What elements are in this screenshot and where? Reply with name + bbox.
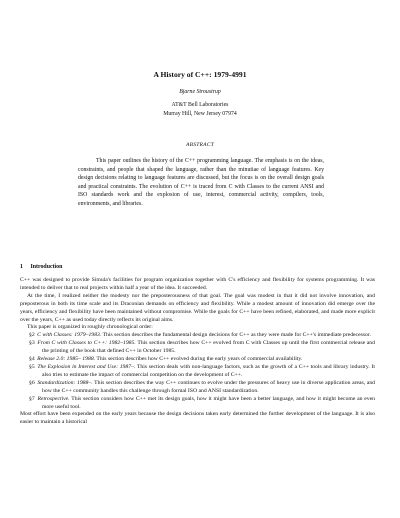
outline-item bbox=[20, 356, 375, 364]
outline-item bbox=[20, 340, 375, 356]
paper-title: A History of C++: 1979-4991 bbox=[153, 70, 247, 79]
author-affiliation bbox=[0, 101, 400, 118]
outline-item-title: From C with Classes to C++: 1982–1985. bbox=[37, 340, 136, 347]
affiliation-line: AT&T Bell Laboratories bbox=[171, 102, 229, 108]
section-ref: §2 bbox=[29, 332, 35, 339]
body-paragraph: This paper is organized in roughly chronological order: bbox=[27, 324, 153, 331]
affiliation-line: Murray Hill, New Jersey 07974 bbox=[163, 110, 237, 117]
outline-item bbox=[20, 364, 375, 380]
outline-item-title: C with Classes: 1979–1983. bbox=[37, 332, 102, 339]
body-paragraph: C++ was designed to provide Simula's facilities for program organization together with C's efficiency and flexibility for systems programming. It was intended to deliver that to real projects within half a year of the idea. It succeeded. bbox=[20, 277, 375, 291]
body-paragraph: At the time, I realized neither the modesty nor the preposterousness of that goal. The goal was modest in that it did not involve innovation, and preposterous in both its time scale and its Draconian demands on efficiency and flexibility. While a modest amount of innovation did emerge over the years, efficiency and flexibility have been maintained without compromise. While the goals for C++ have been refined, elaborated, and made more explicit over the years, C++ as used today directly reflects its original aims. bbox=[20, 292, 375, 323]
outline-item-title: The Explosion in Interest and Use: 1987–. bbox=[37, 363, 136, 370]
section-ref: §4 bbox=[29, 356, 35, 363]
outline-item-text: This section describes how C++ evolved from C with Classes up until the first commercial release and the printing of the book that defined C++ in October 1985. bbox=[42, 340, 375, 355]
outline-item bbox=[20, 380, 375, 396]
section-heading bbox=[20, 264, 62, 270]
section-ref: §7 bbox=[29, 395, 35, 402]
section-outline-list bbox=[20, 332, 375, 411]
section-body bbox=[20, 277, 375, 427]
outline-item-title: Release 2.0: 1985– 1988. bbox=[37, 356, 96, 363]
outline-item-title: Retrospective. bbox=[37, 395, 70, 402]
outline-item-text: This section describes the fundamental design decisions for C++ as they were made for C++'s immediate predecessor. bbox=[101, 332, 371, 339]
outline-item-text: This section describes how C++ evolved during the early years of commercial availability. bbox=[95, 356, 303, 363]
outline-item-text: This section describes the way C++ continues to evolve under the pressures of heavy use in diverse application areas, and how the C++ community handles this challenge through formal ISO and ANSI standardization. bbox=[42, 379, 376, 394]
abstract-block bbox=[78, 157, 324, 209]
body-paragraph: Most effort have been expended on the early years because the design decisions taken early determined the further development of the language. It is also easier to maintain a historical bbox=[20, 411, 375, 426]
abstract-text: This paper outlines the history of the C++ programming language. The emphasis is on the ideas, constraints, and people that shaped the language, rather than the minutiae of language features. Key design decisions relating to language features are discussed, but the focus is on the overall design goals and practical constraints. The evolution of C++ is traced from C with Classes to the current ANSI and ISO standards work and the explosion of use, interest, commercial activity, compilers, tools, environments, and libraries. bbox=[78, 158, 324, 207]
section-ref: §6 bbox=[29, 379, 35, 386]
abstract-heading: ABSTRACT bbox=[185, 142, 215, 148]
author-name: Bjarne Stroustrup bbox=[179, 89, 221, 95]
section-title: Introduction bbox=[30, 264, 63, 270]
section-ref: §3 bbox=[29, 340, 35, 347]
section-number: 1 bbox=[20, 264, 23, 270]
outline-item-text: This section considers how C++ met its design goals, how it might have been a better language, and how it might become an even more useful tool. bbox=[42, 395, 375, 410]
section-ref: §5 bbox=[29, 363, 35, 370]
outline-item-title: Standardization: 1988–. bbox=[37, 379, 93, 386]
outline-item bbox=[20, 396, 375, 412]
outline-item-text: This section deals with non-language factors, such as the growth of a C++ tools and library industry. It also tries to estimate the impact of commercial competition on the development of C++. bbox=[42, 363, 375, 378]
